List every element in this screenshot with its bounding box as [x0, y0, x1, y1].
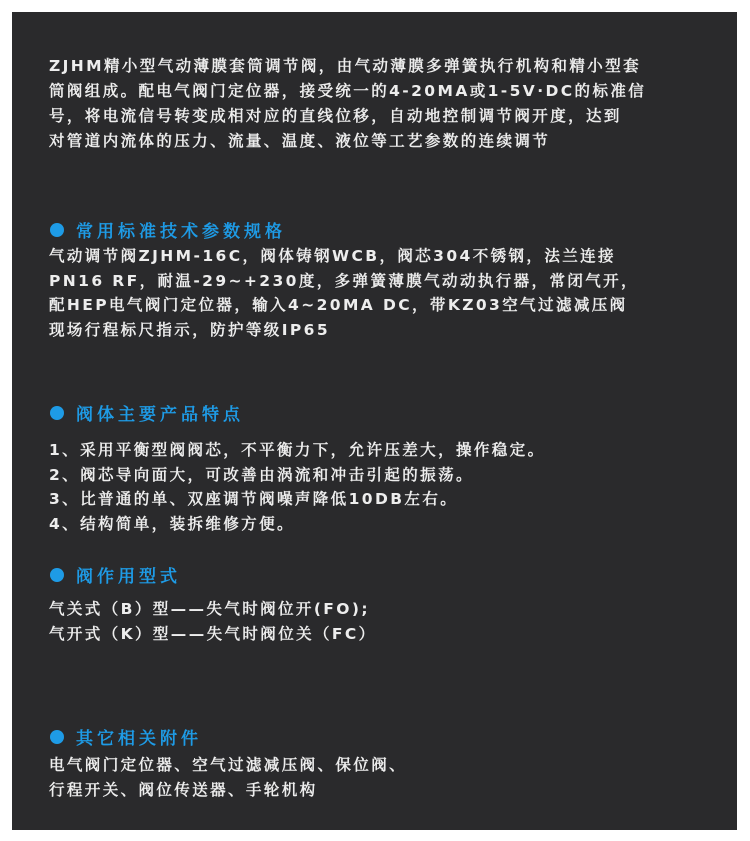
spec-line: 现场行程标尺指示，防护等级IP65 — [49, 320, 330, 339]
section-title: 阀体主要产品特点 — [76, 405, 244, 425]
action-type-list — [49, 597, 377, 647]
section-heading-accessories — [50, 724, 202, 749]
spec-line: PN16 RF，耐温-29~+230度，多弹簧薄膜气动动执行器，常闭气开， — [49, 271, 639, 290]
features-list — [49, 438, 546, 536]
feature-line: 3、比普通的单、双座调节阀噪声降低10DB左右。 — [49, 490, 459, 508]
specs-list — [49, 244, 639, 342]
intro-line: ZJHM精小型气动薄膜套筒调节阀，由气动薄膜多弹簧执行机构和精小型套 — [49, 57, 642, 75]
section-title: 阀作用型式 — [76, 567, 181, 587]
accessories-list — [49, 753, 407, 803]
spec-line: 配HEP电气阀门定位器，输入4~20MA DC，带KZ03空气过滤减压阀 — [49, 296, 628, 314]
feature-line: 4、结构简单，装拆维修方便。 — [49, 514, 295, 533]
feature-line: 1、采用平衡型阀阀芯，不平衡力下，允许压差大，操作稳定。 — [49, 441, 546, 459]
section-heading-specs — [50, 217, 286, 242]
section-title: 其它相关附件 — [76, 729, 202, 749]
intro-line: 号，将电流信号转变成相对应的直线位移，自动地控制调节阀开度，达到 — [49, 107, 622, 125]
intro-paragraph — [49, 54, 724, 154]
bullet-dot-icon — [50, 568, 64, 582]
accessory-line: 电气阀门定位器、空气过滤减压阀、保位阀、 — [49, 756, 408, 774]
intro-line: 对管道内流体的压力、流量、温度、液位等工艺参数的连续调节 — [49, 132, 551, 150]
section-title: 常用标准技术参数规格 — [76, 222, 286, 242]
accessory-line: 行程开关、阀位传送器、手轮机构 — [49, 781, 318, 799]
product-info-panel — [12, 12, 737, 830]
intro-line: 筒阀组成。配电气阀门定位器，接受统一的4-20MA或1-5V·DC的标准信 — [49, 82, 647, 100]
spec-line: 气动调节阀ZJHM-16C，阀体铸钢WCB，阀芯304不锈钢，法兰连接 — [49, 247, 616, 265]
action-type-line: 气关式（B）型——失气时阀位开(FO); — [49, 600, 370, 618]
section-heading-action-type — [50, 562, 181, 587]
bullet-dot-icon — [50, 406, 64, 420]
action-type-line: 气开式（K）型——失气时阀位关（FC） — [49, 625, 377, 643]
section-heading-features — [50, 400, 244, 425]
bullet-dot-icon — [50, 223, 64, 237]
feature-line: 2、阀芯导向面大，可改善由涡流和冲击引起的振荡。 — [49, 465, 474, 484]
bullet-dot-icon — [50, 730, 64, 744]
